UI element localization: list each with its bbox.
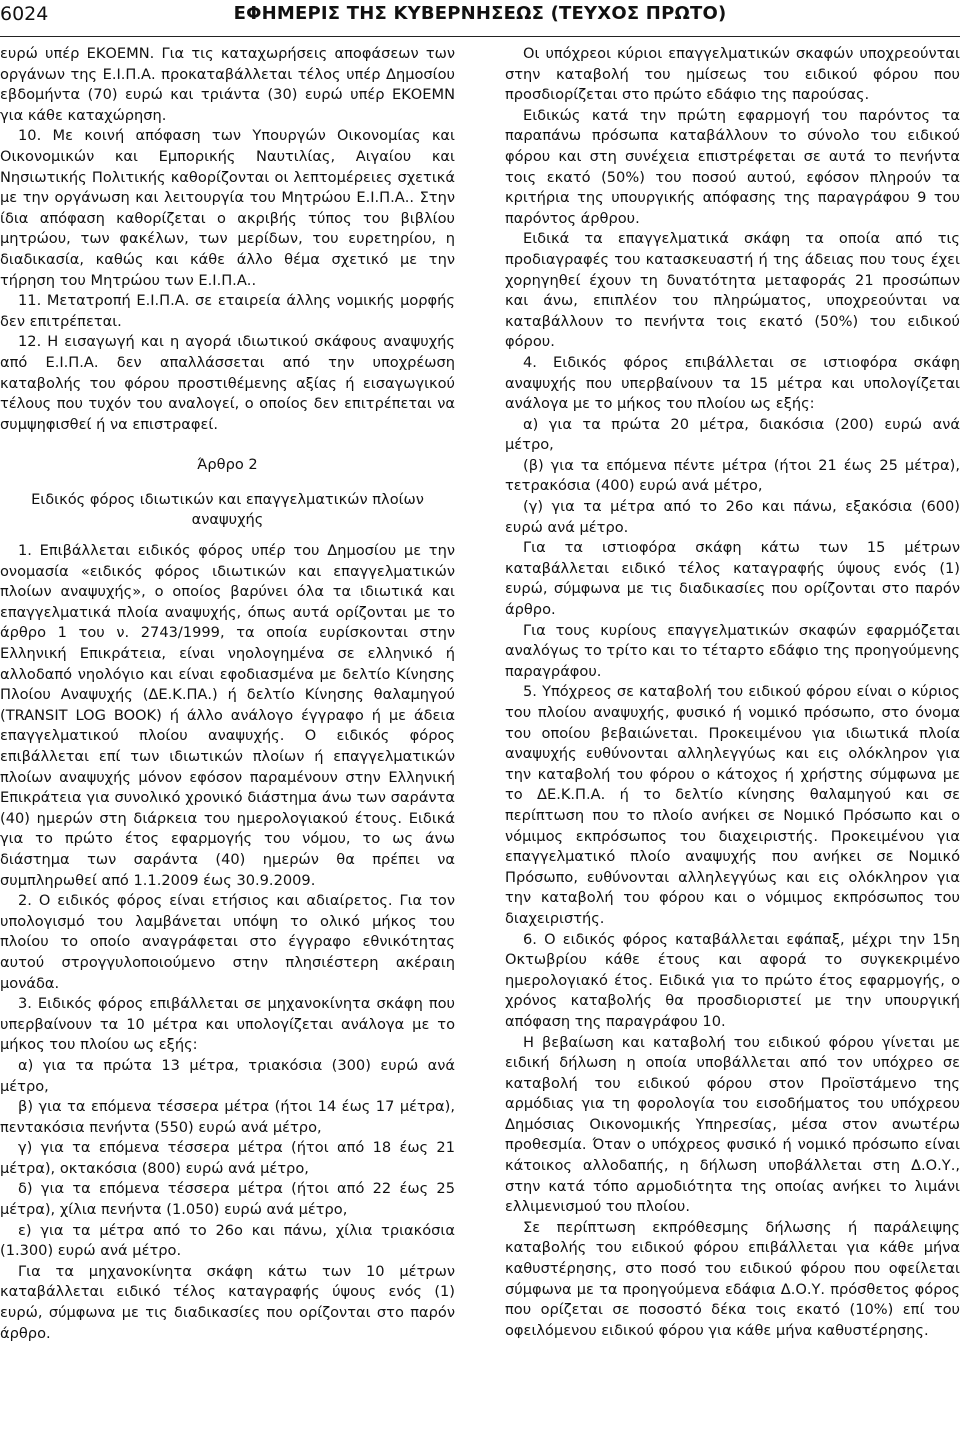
page-number: 6024 <box>0 3 49 25</box>
paragraph: Η βεβαίωση και καταβολή του ειδικού φόρου γίνεται με ειδική δήλωση η οποία υποβάλλεται από τον υπόχρεο σε καταβολή του ειδικού φόρου στον Προϊστάμενο της αρμόδιας για τη φορολογία του εισοδήματος του υπόχρεου Δημόσιας Οικονομικής Υπηρεσίας, μέσα στον ανωτέρω προθεσμία. Όταν ο υπόχρεος φυσικό ή νομικό πρόσωπο είναι κάτοικος αλλοδαπής, η δήλωση υποβάλλεται στη Δ.Ο.Υ., στην κατά τόπο αρμοδιότητα της οποίας ανήκει το λιμάνι ελλιμενισμού του πλοίου. <box>505 1033 960 1216</box>
paragraph: 10. Με κοινή απόφαση των Υπουργών Οικονομίας και Οικονομικών και Εμπορικής Ναυτιλίας, Αιγαίου και Νησιωτικής Πολιτικής καθορίζονται οι λεπτομέρειες σχετικά με την οργάνωση και λειτουργία του Μητρώου Ε.Ι.Π.Α.. Στην ίδια απόφαση καθορίζεται ο ακριβής τύπος του βιβλίου μητρώου, των φακέλων, των μερίδων, του ευρετηρίου, η διαδικασία, καθώς και κάθε άλλο θέμα σχετικό με την τήρηση του Μητρώου των Ε.Ι.Π.Α.. <box>0 127 455 289</box>
paragraph: Για τα ιστιοφόρα σκάφη κάτω των 15 μέτρων καταβάλλεται ειδικό τέλος καταγραφής ύψους ενός (1) ευρώ, σύμφωνα με τις διαδικασίες που ορίζονται στο παρόν άρθρο. <box>505 539 960 619</box>
running-header-title: ΕΦΗΜΕΡΙΣ ΤΗΣ ΚΥΒΕΡΝΗΣΕΩΣ (ΤΕΥΧΟΣ ΠΡΩΤΟ) <box>233 3 727 24</box>
paragraph: 4. Ειδικός φόρος επιβάλλεται σε ιστιοφόρα σκάφη αναψυχής που υπερβαίνουν τα 15 μέτρα και υπολογίζεται ανάλογα με το μήκος του πλοίου ως εξής: <box>505 353 960 413</box>
list-item: (γ) για τα μέτρα από το 26ο και πάνω, εξακόσια (600) ευρώ ανά μέτρο. <box>505 498 960 536</box>
paragraph: 11. Μετατροπή Ε.Ι.Π.Α. σε εταιρεία άλλης νομικής μορφής δεν επιτρέπεται. <box>0 292 455 330</box>
list-item: α) για τα πρώτα 13 μέτρα, τριακόσια (300) ευρώ ανά μέτρο, <box>0 1056 455 1095</box>
list-item: α) για τα πρώτα 20 μέτρα, διακόσια (200) ευρώ ανά μέτρο, <box>505 415 960 454</box>
page-header <box>0 0 960 37</box>
paragraph: 5. Υπόχρεος σε καταβολή του ειδικού φόρου είναι ο κύριος του πλοίου αναψυχής, φυσικό ή νομικό πρόσωπο, στο όνομα του οποίου βεβαιώνεται. Προκειμένου για ιδιωτικά πλοία αναψυχής ευθύνονται αλληλεγγύως και εις ολόκληρον για την καταβολή του φόρου ο κάτοχος ή χρήστης σύμφωνα με το ΔΕ.Κ.Π.Α. ή το δελτίο κίνησης θαλαμηγού και σε περίπτωση που το πλοίο ανήκει σε Νομικό Πρόσωπο και ο νόμιμος εκπρόσωπος του διαχειριστής. Προκειμένου για επαγγελματικό πλοίο αναψυχής που ανήκει σε Νομικό Πρόσωπο, ευθύνονται αλληλεγγύως και εις ολόκληρον για την καταβολή του φόρου και ο νόμιμος εκπρόσωπος του διαχειριστής. <box>505 683 960 927</box>
paragraph: Ειδικά τα επαγγελματικά σκάφη τα οποία από τις προδιαγραφές του κατασκευαστή ή της άδειας που τους έχει χορηγηθεί έχουν τη δυνατότητα μεταφοράς 21 προσώπων και άνω, επιπλέον του πληρώματος, υποχρεούνται να καταβάλλουν το πενήντα τοις εκατό (50%) του ειδικού φόρου. <box>505 230 960 351</box>
paragraph: 12. Η εισαγωγή και η αγορά ιδιωτικού σκάφους αναψυχής από Ε.Ι.Π.Α. δεν απαλλάσσεται από την υποχρέωση καταβολής του φόρου προστιθέμενης αξίας ή εισαγωγικού τέλους που τυχόν του αναλογεί, ο οποίος δεν επιτρέπεται να συμψηφισθεί ή να επιστραφεί. <box>0 333 455 433</box>
paragraph: 3. Ειδικός φόρος επιβάλλεται σε μηχανοκίνητα σκάφη που υπερβαίνουν τα 10 μέτρα και υπολογίζεται ανάλογα με το μήκος του πλοίου ως εξής: <box>0 995 455 1054</box>
paragraph: Σε περίπτωση εκπρόθεσμης δήλωσης ή παράλειψης καταβολής του ειδικού φόρου επιβάλλεται για κάθε μήνα καθυστέρησης, στο ποσό του ειδικού φόρου που οφείλεται σύμφωνα με τα προηγούμενα εδάφια Δ.Ο.Υ. πρόσθετος φόρος που ορίζεται σε ποσοστό δέκα τοις εκατό (10%) επί του οφειλόμενου ειδικού φόρου για κάθε μήνα καθυστέρησης. <box>505 1218 960 1339</box>
paragraph: 1. Επιβάλλεται ειδικός φόρος υπέρ του Δημοσίου με την ονομασία «ειδικός φόρος ιδιωτικών και επαγγελματικών πλοίων αναψυχής», ο οποίος βαρύνει όλα τα ιδιωτικά και επαγγελματικά πλοία αναψυχής, όπως αυτά ορίζονται με το άρθρο 1 του ν. 2743/1999, τα οποία ευρίσκονται στην Ελληνική Επικράτεια, είναι νηολογημένα σε ελληνικό ή αλλοδαπό νηολόγιο και είναι εφοδιασμένα με δελτίο Κίνησης Πλοίου Αναψυχής (ΔΕ.Κ.ΠΑ.) ή δελτίο Κίνησης θαλαμηγού (TRANSIT LOG BOOK) ή άλλο ανάλογο έγγραφο ή με άδεια επαγγελματικού πλοίου αναψυχής. Ο ειδικός φόρος επιβάλλεται επί των ιδιωτικών πλοίων ή επαγγελματικών πλοίων αναψυχής μόνον εφόσον παραμένουν στην Ελληνική Επικράτεια για συνολικό χρονικό διάστημα άνω των σαράντα (40) ημερών στη διάρκεια του ημερολογιακού έτους. Ειδικά για το πρώτο έτος εφαρμογής του νόμου, το ως άνω διάστημα των σαράντα (40) ημερών θα πρέπει να συμπληρωθεί από 1.1.2009 έως 30.9.2009. <box>0 542 455 889</box>
paragraph: 6. Ο ειδικός φόρος καταβάλλεται εφάπαξ, μέχρι την 15η Οκτωβρίου κάθε έτους και αφορά το συγκεκριμένο ημερολογιακό έτος. Ειδικά για το πρώτο έτος εφαρμογής, ο χρόνος καταβολής θα προσδιοριστεί με την υπουργική απόφαση της παραγράφου 10. <box>505 930 960 1030</box>
paragraph: Για τους κυρίους επαγγελματικών σκαφών εφαρμόζεται αναλόγως το τρίτο και το τέταρτο εδάφιο της προηγούμενης παραγράφου. <box>505 621 960 680</box>
paragraph: ευρώ υπέρ ΕΚΟΕΜΝ. Για τις καταχωρήσεις αποφάσεων των οργάνων της Ε.Ι.Π.Α. προκαταβάλλεται τέλος υπέρ Δημοσίου εβδομήντα (70) ευρώ και τριάντα (30) ευρώ υπέρ ΕΚΟΕΜΝ για κάθε καταχώρηση. <box>0 45 455 124</box>
left-column <box>0 44 455 1344</box>
right-column <box>505 44 960 1341</box>
paragraph: Οι υπόχρεοι κύριοι επαγγελματικών σκαφών υποχρεούνται στην καταβολή του ημίσεως του ειδικού φόρου που προσδιορίζεται στο πρώτο εδάφιο της παρούσας. <box>505 45 960 104</box>
list-item: δ) για τα επόμενα τέσσερα μέτρα (ήτοι από 22 έως 25 μέτρα), χίλια πενήντα (1.050) ευρώ ανά μέτρο, <box>0 1180 455 1219</box>
list-item: (β) για τα επόμενα πέντε μέτρα (ήτοι 21 έως 25 μέτρα), τετρακόσια (400) ευρώ ανά μέτρο, <box>505 456 960 495</box>
list-item: β) για τα επόμενα τέσσερα μέτρα (ήτοι 14 έως 17 μέτρα), πεντακόσια πενήντα (550) ευρώ ανά μέτρο, <box>0 1098 455 1136</box>
paragraph: Ειδικώς κατά την πρώτη εφαρμογή του παρόντος τα παραπάνω πρόσωπα καταβάλλουν το σύνολο του ειδικού φόρου και στη συνέχεια επιστρέφεται σε αυτά το πενήντα τοις εκατό (50%) του ποσού αυτού, εφόσον πληρούν τα κριτήρια της υπουργικής απόφασης της παραγράφου 9 του παρόντος άρθρου. <box>505 106 960 227</box>
paragraph: 2. Ο ειδικός φόρος είναι ετήσιος και αδιαίρετος. Για τον υπολογισμό του λαμβάνεται υπόψη το ολικό μήκος του πλοίου το οποίο αναγράφεται στο έγγραφο εθνικότητας αυτού στρογγυλοποιούμενο στην πλησιέστερη ακέραιη μονάδα. <box>0 892 455 992</box>
list-item: γ) για τα επόμενα τέσσερα μέτρα (ήτοι από 18 έως 21 μέτρα), οκτακόσια (800) ευρώ ανά μέτρο, <box>0 1139 455 1177</box>
list-item: ε) για τα μέτρα από το 26ο και πάνω, χίλια τριακόσια (1.300) ευρώ ανά μέτρο. <box>0 1221 455 1260</box>
article-title: Άρθρο 2 <box>197 456 258 474</box>
article-subtitle: Ειδικός φόρος ιδιωτικών και επαγγελματικών πλοίων αναψυχής <box>31 490 424 529</box>
paragraph: Για τα μηχανοκίνητα σκάφη κάτω των 10 μέτρων καταβάλλεται ειδικό τέλος καταγραφής ύψους ενός (1) ευρώ, σύμφωνα με τις διαδικασίες που ορίζονται στο παρόν άρθρο. <box>0 1262 455 1342</box>
